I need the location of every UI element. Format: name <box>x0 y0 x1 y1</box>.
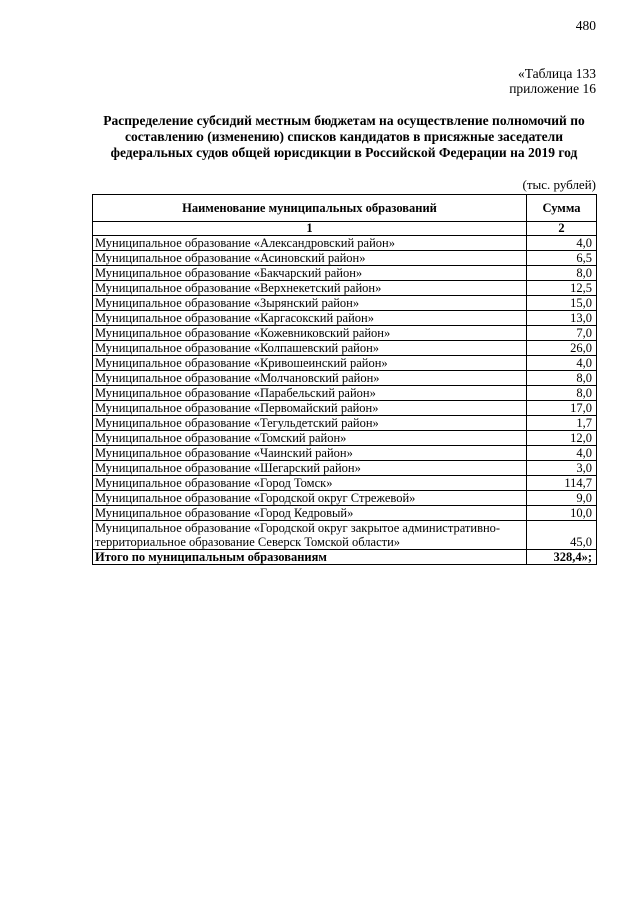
row-amount: 8,0 <box>527 266 597 281</box>
column-number-1: 1 <box>93 222 527 236</box>
caption-appendix: приложение 16 <box>509 81 596 96</box>
row-amount: 4,0 <box>527 236 597 251</box>
table-row <box>93 356 597 371</box>
row-amount: 15,0 <box>527 296 597 311</box>
table-row <box>93 521 597 550</box>
row-municipality-name: Муниципальное образование «Шегарский район» <box>93 461 527 476</box>
row-amount: 12,5 <box>527 281 597 296</box>
table-row <box>93 371 597 386</box>
row-municipality-name: Муниципальное образование «Каргасокский район» <box>93 311 527 326</box>
row-amount: 4,0 <box>527 356 597 371</box>
row-municipality-name: Муниципальное образование «Городской округ Стрежевой» <box>93 491 527 506</box>
total-label: Итого по муниципальным образованиям <box>93 550 527 565</box>
document-title: Распределение субсидий местным бюджетам на осуществление полномочий по составлению (изменению) списков кандидатов в присяжные заседатели федеральных судов общей юрисдикции в Российской Федерации на 2019 год <box>103 113 585 160</box>
page-number: 480 <box>575 18 596 33</box>
row-amount: 17,0 <box>527 401 597 416</box>
table-row <box>93 266 597 281</box>
row-municipality-name: Муниципальное образование «Бакчарский район» <box>93 266 527 281</box>
row-amount: 8,0 <box>527 371 597 386</box>
row-municipality-name: Муниципальное образование «Кривошеинский район» <box>93 356 527 371</box>
table-row <box>93 476 597 491</box>
units-label: (тыс. рублей) <box>522 177 596 192</box>
table-row <box>93 311 597 326</box>
row-amount: 4,0 <box>527 446 597 461</box>
row-amount: 114,7 <box>527 476 597 491</box>
row-amount: 45,0 <box>527 521 597 550</box>
row-municipality-name: Муниципальное образование «Александровский район» <box>93 236 527 251</box>
table-header-row <box>93 195 597 222</box>
row-amount: 13,0 <box>527 311 597 326</box>
table-row <box>93 431 597 446</box>
table-row <box>93 461 597 476</box>
column-number-row <box>93 222 597 236</box>
row-amount: 8,0 <box>527 386 597 401</box>
table-row <box>93 251 597 266</box>
row-municipality-name: Муниципальное образование «Зырянский район» <box>93 296 527 311</box>
row-amount: 26,0 <box>527 341 597 356</box>
table-row <box>93 281 597 296</box>
caption-table-number: «Таблица 133 <box>518 66 596 81</box>
column-number-2: 2 <box>527 222 597 236</box>
row-amount: 10,0 <box>527 506 597 521</box>
total-row <box>93 550 597 565</box>
table-row <box>93 506 597 521</box>
row-municipality-name: Муниципальное образование «Город Кедровый» <box>93 506 527 521</box>
table-row <box>93 296 597 311</box>
table-row <box>93 401 597 416</box>
table-row <box>93 341 597 356</box>
row-municipality-name: Муниципальное образование «Первомайский район» <box>93 401 527 416</box>
row-municipality-name: Муниципальное образование «Тегульдетский район» <box>93 416 527 431</box>
row-amount: 7,0 <box>527 326 597 341</box>
row-amount: 12,0 <box>527 431 597 446</box>
row-amount: 3,0 <box>527 461 597 476</box>
row-municipality-name: Муниципальное образование «Кожевниковский район» <box>93 326 527 341</box>
subsidy-table <box>92 194 597 565</box>
row-amount: 1,7 <box>527 416 597 431</box>
table-row <box>93 326 597 341</box>
row-amount: 9,0 <box>527 491 597 506</box>
header-amount: Сумма <box>527 195 597 222</box>
table-row <box>93 386 597 401</box>
header-municipality: Наименование муниципальных образований <box>93 195 527 222</box>
total-amount: 328,4»; <box>527 550 597 565</box>
row-municipality-name: Муниципальное образование «Молчановский район» <box>93 371 527 386</box>
row-municipality-name: Муниципальное образование «Асиновский район» <box>93 251 527 266</box>
row-municipality-name: Муниципальное образование «Томский район» <box>93 431 527 446</box>
table-row <box>93 416 597 431</box>
table-row <box>93 491 597 506</box>
table-caption <box>509 66 596 96</box>
table-row <box>93 446 597 461</box>
row-municipality-name: Муниципальное образование «Колпашевский район» <box>93 341 527 356</box>
row-municipality-name: Муниципальное образование «Городской округ закрытое административно-территориальное образование Северск Томской области» <box>93 521 527 550</box>
row-municipality-name: Муниципальное образование «Город Томск» <box>93 476 527 491</box>
table-row <box>93 236 597 251</box>
row-municipality-name: Муниципальное образование «Парабельский район» <box>93 386 527 401</box>
row-municipality-name: Муниципальное образование «Чаинский район» <box>93 446 527 461</box>
row-municipality-name: Муниципальное образование «Верхнекетский район» <box>93 281 527 296</box>
row-amount: 6,5 <box>527 251 597 266</box>
